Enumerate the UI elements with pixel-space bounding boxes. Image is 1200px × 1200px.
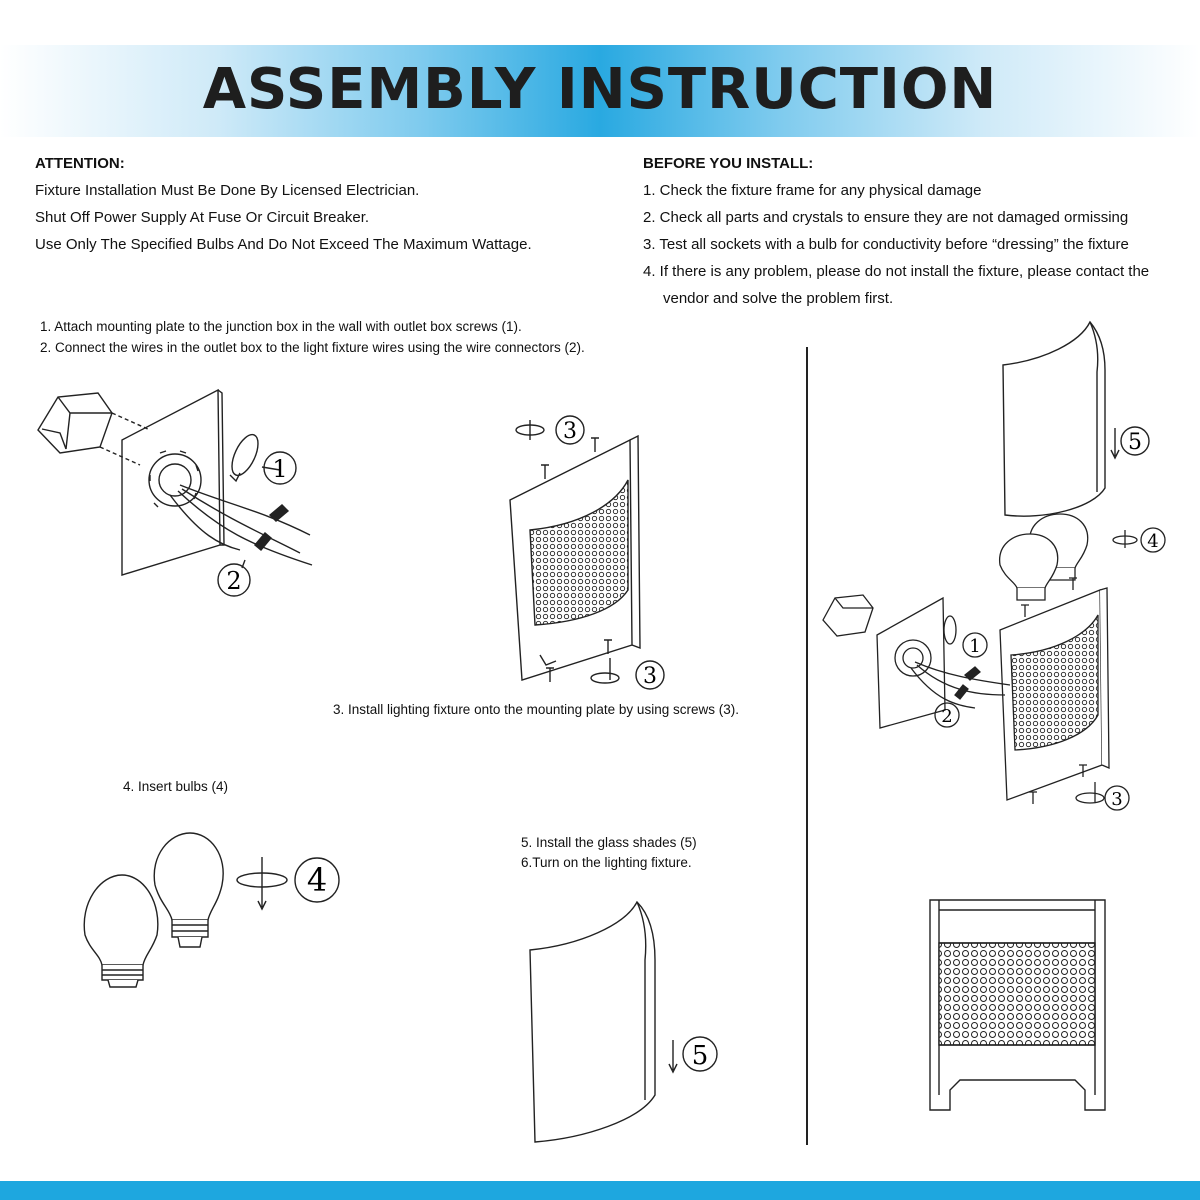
glass-shade-diagram xyxy=(525,900,725,1145)
fixture-install-diagram xyxy=(500,410,680,700)
page-title: ASSEMBLY INSTRUCTION xyxy=(202,57,998,122)
callout-3: 3 xyxy=(643,664,657,689)
callout-5: 5 xyxy=(1128,430,1142,455)
attention-line: Fixture Installation Must Be Done By Licensed Electrician. xyxy=(35,182,420,199)
before-install-line: 4. If there is any problem, please do not install the fixture, please contact the xyxy=(643,263,1150,280)
attention-heading: ATTENTION: xyxy=(35,155,125,172)
step-6-text: 6.Turn on the lighting fixture. xyxy=(521,855,692,870)
finished-fixture-diagram xyxy=(925,895,1110,1125)
step-4-text: 4. Insert bulbs (4) xyxy=(123,779,229,794)
exploded-assembly-diagram xyxy=(815,510,1175,820)
shade-exploded-diagram xyxy=(995,320,1175,520)
callout-2: 2 xyxy=(226,567,242,595)
callout-5: 5 xyxy=(691,1041,709,1071)
before-install-line: vendor and solve the problem first. xyxy=(663,290,894,307)
callout-4: 4 xyxy=(1147,531,1159,552)
mounting-plate-diagram xyxy=(30,385,330,605)
callout-1: 1 xyxy=(969,636,981,657)
step-2-text: 2. Connect the wires in the outlet box to the light fixture wires using the wire connectors (2). xyxy=(40,340,585,355)
before-install-line: 2. Check all parts and crystals to ensure they are not damaged ormissing xyxy=(643,209,1129,226)
attention-line: Use Only The Specified Bulbs And Do Not Exceed The Maximum Wattage. xyxy=(35,236,532,253)
footer-bar xyxy=(0,1181,1200,1200)
callout-4: 4 xyxy=(306,861,328,899)
steps-1-2 xyxy=(40,316,585,358)
before-install-heading: BEFORE YOU INSTALL: xyxy=(643,155,814,172)
attention-section xyxy=(35,150,532,258)
step-5-text: 5. Install the glass shades (5) xyxy=(521,835,697,850)
attention-line: Shut Off Power Supply At Fuse Or Circuit Breaker. xyxy=(35,209,370,226)
step-1-text: 1. Attach mounting plate to the junction box in the wall with outlet box screws (1). xyxy=(40,319,522,334)
before-install-section xyxy=(643,150,1149,312)
callout-1: 1 xyxy=(272,455,288,483)
step-3-text: 3. Install lighting fixture onto the mounting plate by using screws (3). xyxy=(333,702,739,717)
before-install-line: 1. Check the fixture frame for any physical damage xyxy=(643,182,982,199)
before-install-line: 3. Test all sockets with a bulb for conductivity before “dressing” the fixture xyxy=(643,236,1129,253)
callout-3: 3 xyxy=(563,419,577,444)
callout-3: 3 xyxy=(1111,789,1123,810)
column-divider xyxy=(806,347,808,1145)
callout-2: 2 xyxy=(941,706,953,727)
bulbs-diagram xyxy=(80,825,370,995)
